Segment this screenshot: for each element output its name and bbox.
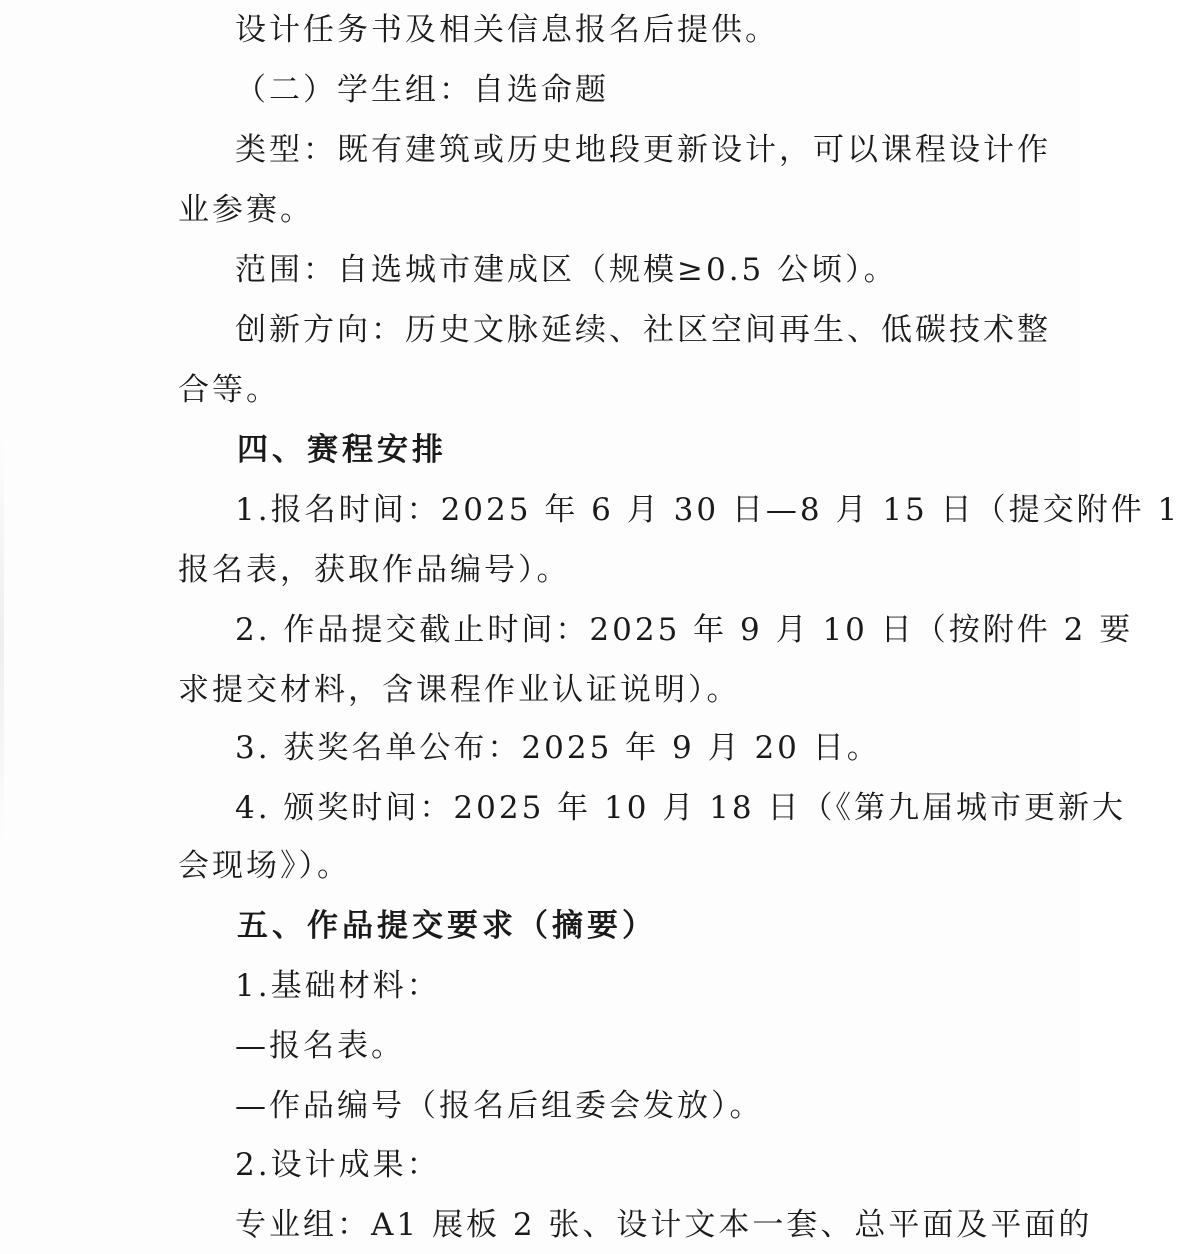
doc-line: 求提交材料，含课程作业认证说明）。 — [178, 672, 741, 708]
doc-line: —作品编号（报名后组委会发放）。 — [235, 1088, 764, 1124]
doc-line: 合等。 — [178, 372, 280, 408]
section-heading: 五、作品提交要求（摘要） — [237, 908, 657, 944]
doc-line: 2. 作品提交截止时间：2025 年 9 月 10 日（按附件 2 要 — [235, 612, 1134, 648]
doc-line: 1.报名时间：2025 年 6 月 30 日—8 月 15 日（提交附件 1 — [235, 492, 1180, 528]
doc-line: 范围：自选城市建成区（规模≥0.5 公顷）。 — [235, 252, 898, 288]
doc-line: 业参赛。 — [178, 192, 314, 228]
page-fold-shadow — [0, 430, 4, 850]
doc-line: 创新方向：历史文脉延续、社区空间再生、低碳技术整 — [235, 312, 1051, 348]
section-heading: 四、赛程安排 — [237, 432, 447, 468]
doc-line: 3. 获奖名单公布：2025 年 9 月 20 日。 — [235, 730, 881, 766]
doc-line: （二）学生组：自选命题 — [235, 72, 609, 108]
doc-line: 2.设计成果： — [235, 1147, 441, 1183]
doc-line: 会现场》）。 — [178, 848, 351, 884]
doc-line: 1.基础材料： — [235, 968, 441, 1004]
doc-line: 4. 颁奖时间：2025 年 10 月 18 日（《第九届城市更新大 — [235, 790, 1126, 826]
doc-line: 类型：既有建筑或历史地段更新设计，可以课程设计作 — [235, 132, 1051, 168]
doc-line: 设计任务书及相关信息报名后提供。 — [235, 12, 779, 48]
doc-line: 专业组：A1 展板 2 张、设计文本一套、总平面及平面的 — [235, 1207, 1093, 1243]
doc-line: 报名表，获取作品编号）。 — [178, 552, 571, 588]
doc-line: —报名表。 — [235, 1028, 405, 1064]
